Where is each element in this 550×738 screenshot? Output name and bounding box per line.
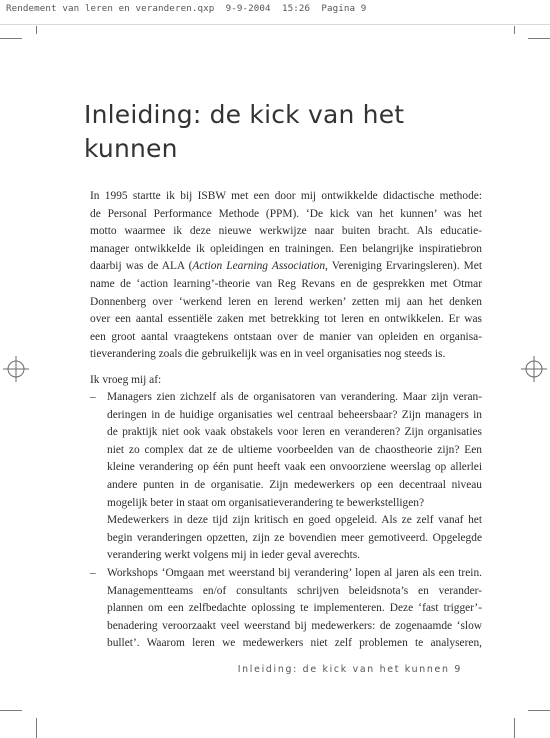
ala-before: daarbij was de ALA ( [90, 260, 193, 273]
crop-mark-top-right [528, 38, 550, 39]
slug-page: Pagina 9 [321, 3, 367, 14]
intro-line: over een aantal essentiële zaken met betrekking tot leren en ontwikkelen. Er was [90, 313, 482, 326]
intro-line: tieverandering zoals die gebruikelijk was en in veel organisaties nog steeds is. [90, 348, 446, 361]
list-item-line: Workshops ‘Omgaan met weerstand bij verandering’ lopen al jaren als een trein. [107, 566, 482, 579]
footer-running-head: Inleiding: de kick van het kunnen [237, 664, 450, 675]
dash-bullet: – [90, 391, 96, 403]
registration-mark-right-icon [521, 356, 547, 382]
list-item-line: deringen in de huidige organisaties wel centraal beheersbaar? Zijn managers in [107, 408, 482, 421]
list-item-line: verandering werkt volgens mij in ieder geval averechts. [107, 549, 361, 562]
list-item-line: mogelijk beter in staat om organisatieverandering te bewerkstelligen? [107, 496, 425, 509]
registration-mark-left-icon [3, 356, 29, 382]
list-item-line: niet zo complex dat ze de ultieme voorbeelden van de chaostheorie zijn? Een [107, 443, 482, 456]
list-item-line: Managementteams en/of consultants schrijven beleidsnota’s en verander- [107, 584, 482, 597]
list-item-line: andere punten in de organisatie. Zijn medewerkers op een decentraal niveau [107, 478, 482, 491]
list-item-line: Medewerkers in deze tijd zijn kritisch en goed opgeleid. Als ze zelf vanaf het [107, 514, 482, 527]
running-footer [238, 664, 462, 675]
intro-line: motto waarmee ik deze nieuwe werkwijze naar buiten bracht. Als educatie- [90, 225, 482, 238]
slug-time: 15:26 [281, 3, 311, 14]
intro-paragraph [90, 188, 482, 364]
intro-line: de Personal Performance Methode (PPM). ‘De kick van het kunnen’ was het [90, 207, 482, 220]
intro-line-ala [90, 258, 482, 276]
slug-filename: Rendement van leren en veranderen.qxp [6, 3, 215, 14]
question-list [90, 389, 482, 653]
list-item-line: Managers zien zichzelf als de organisatoren van verandering. Maar zijn veran- [107, 391, 482, 403]
crop-mark-top-left [0, 38, 22, 39]
list-item-line: benadering veroorzaakt veel weerstand bij medewerkers: de zogenaamde ‘slow [107, 619, 482, 632]
list-item-line: de praktijk niet ook vaak obstakels voor leren en veranderen? Zijn organisaties [107, 426, 482, 439]
crop-mark-top-right-vertical [514, 26, 515, 34]
crop-mark-top-left-vertical [36, 26, 37, 34]
chapter-title-line-1: Inleiding: de kick van het [84, 100, 405, 129]
list-lead-text: Ik vroeg mij af: [90, 374, 162, 386]
intro-line: Donnenberg over ‘werkend leren en lerend werken’ zetten mij aan het denken [90, 295, 482, 308]
chapter-title-line-2: kunnen [84, 134, 178, 163]
crop-mark-bottom-left-vertical [36, 718, 37, 738]
list-item [90, 389, 482, 565]
ala-italic: Action Learning Association [192, 260, 326, 273]
page-number: 9 [454, 664, 462, 675]
ala-after: , Vereniging Ervaringsleren). Met [325, 260, 482, 273]
intro-line: manager ontwikkelde ik opleidingen en trainingen. Een belangrijke inspiratiebron [90, 242, 482, 255]
list-lead [90, 372, 482, 390]
slug-date: 9-9-2004 [225, 3, 271, 14]
chapter-title [84, 98, 504, 166]
page-edge-line [0, 24, 550, 25]
list-item-line: plannen om een zelfbedachte oplossing te implementeren. Deze ‘fast trigger’- [107, 602, 482, 615]
crop-mark-bottom-right-vertical [514, 718, 515, 738]
print-slug [6, 3, 366, 14]
dash-bullet: – [90, 566, 96, 579]
crop-mark-bottom-left [0, 710, 22, 711]
crop-mark-bottom-right [528, 710, 550, 711]
intro-line: In 1995 startte ik bij ISBW met een door mij ontwikkelde didactische methode: [90, 190, 482, 202]
intro-line: name de ‘action learning’-theorie van Reg Revans en de gesprekken met Otmar [90, 277, 482, 290]
list-item-line: kleine verandering op één punt heeft vaak een onvoorziene weerslag op allerlei [107, 461, 482, 474]
list-item-line: begin veranderingen opzetten, zijn ze bovendien meer gemotiveerd. Opgelegde [107, 531, 482, 544]
list-item [90, 565, 482, 653]
list-item-line: bullet’. Waarom leren we medewerkers niet zelf problemen te analyseren, [107, 637, 482, 650]
intro-line: een groot aantal vraagtekens ontstaan over de manier van opleiden en organisa- [90, 330, 482, 343]
